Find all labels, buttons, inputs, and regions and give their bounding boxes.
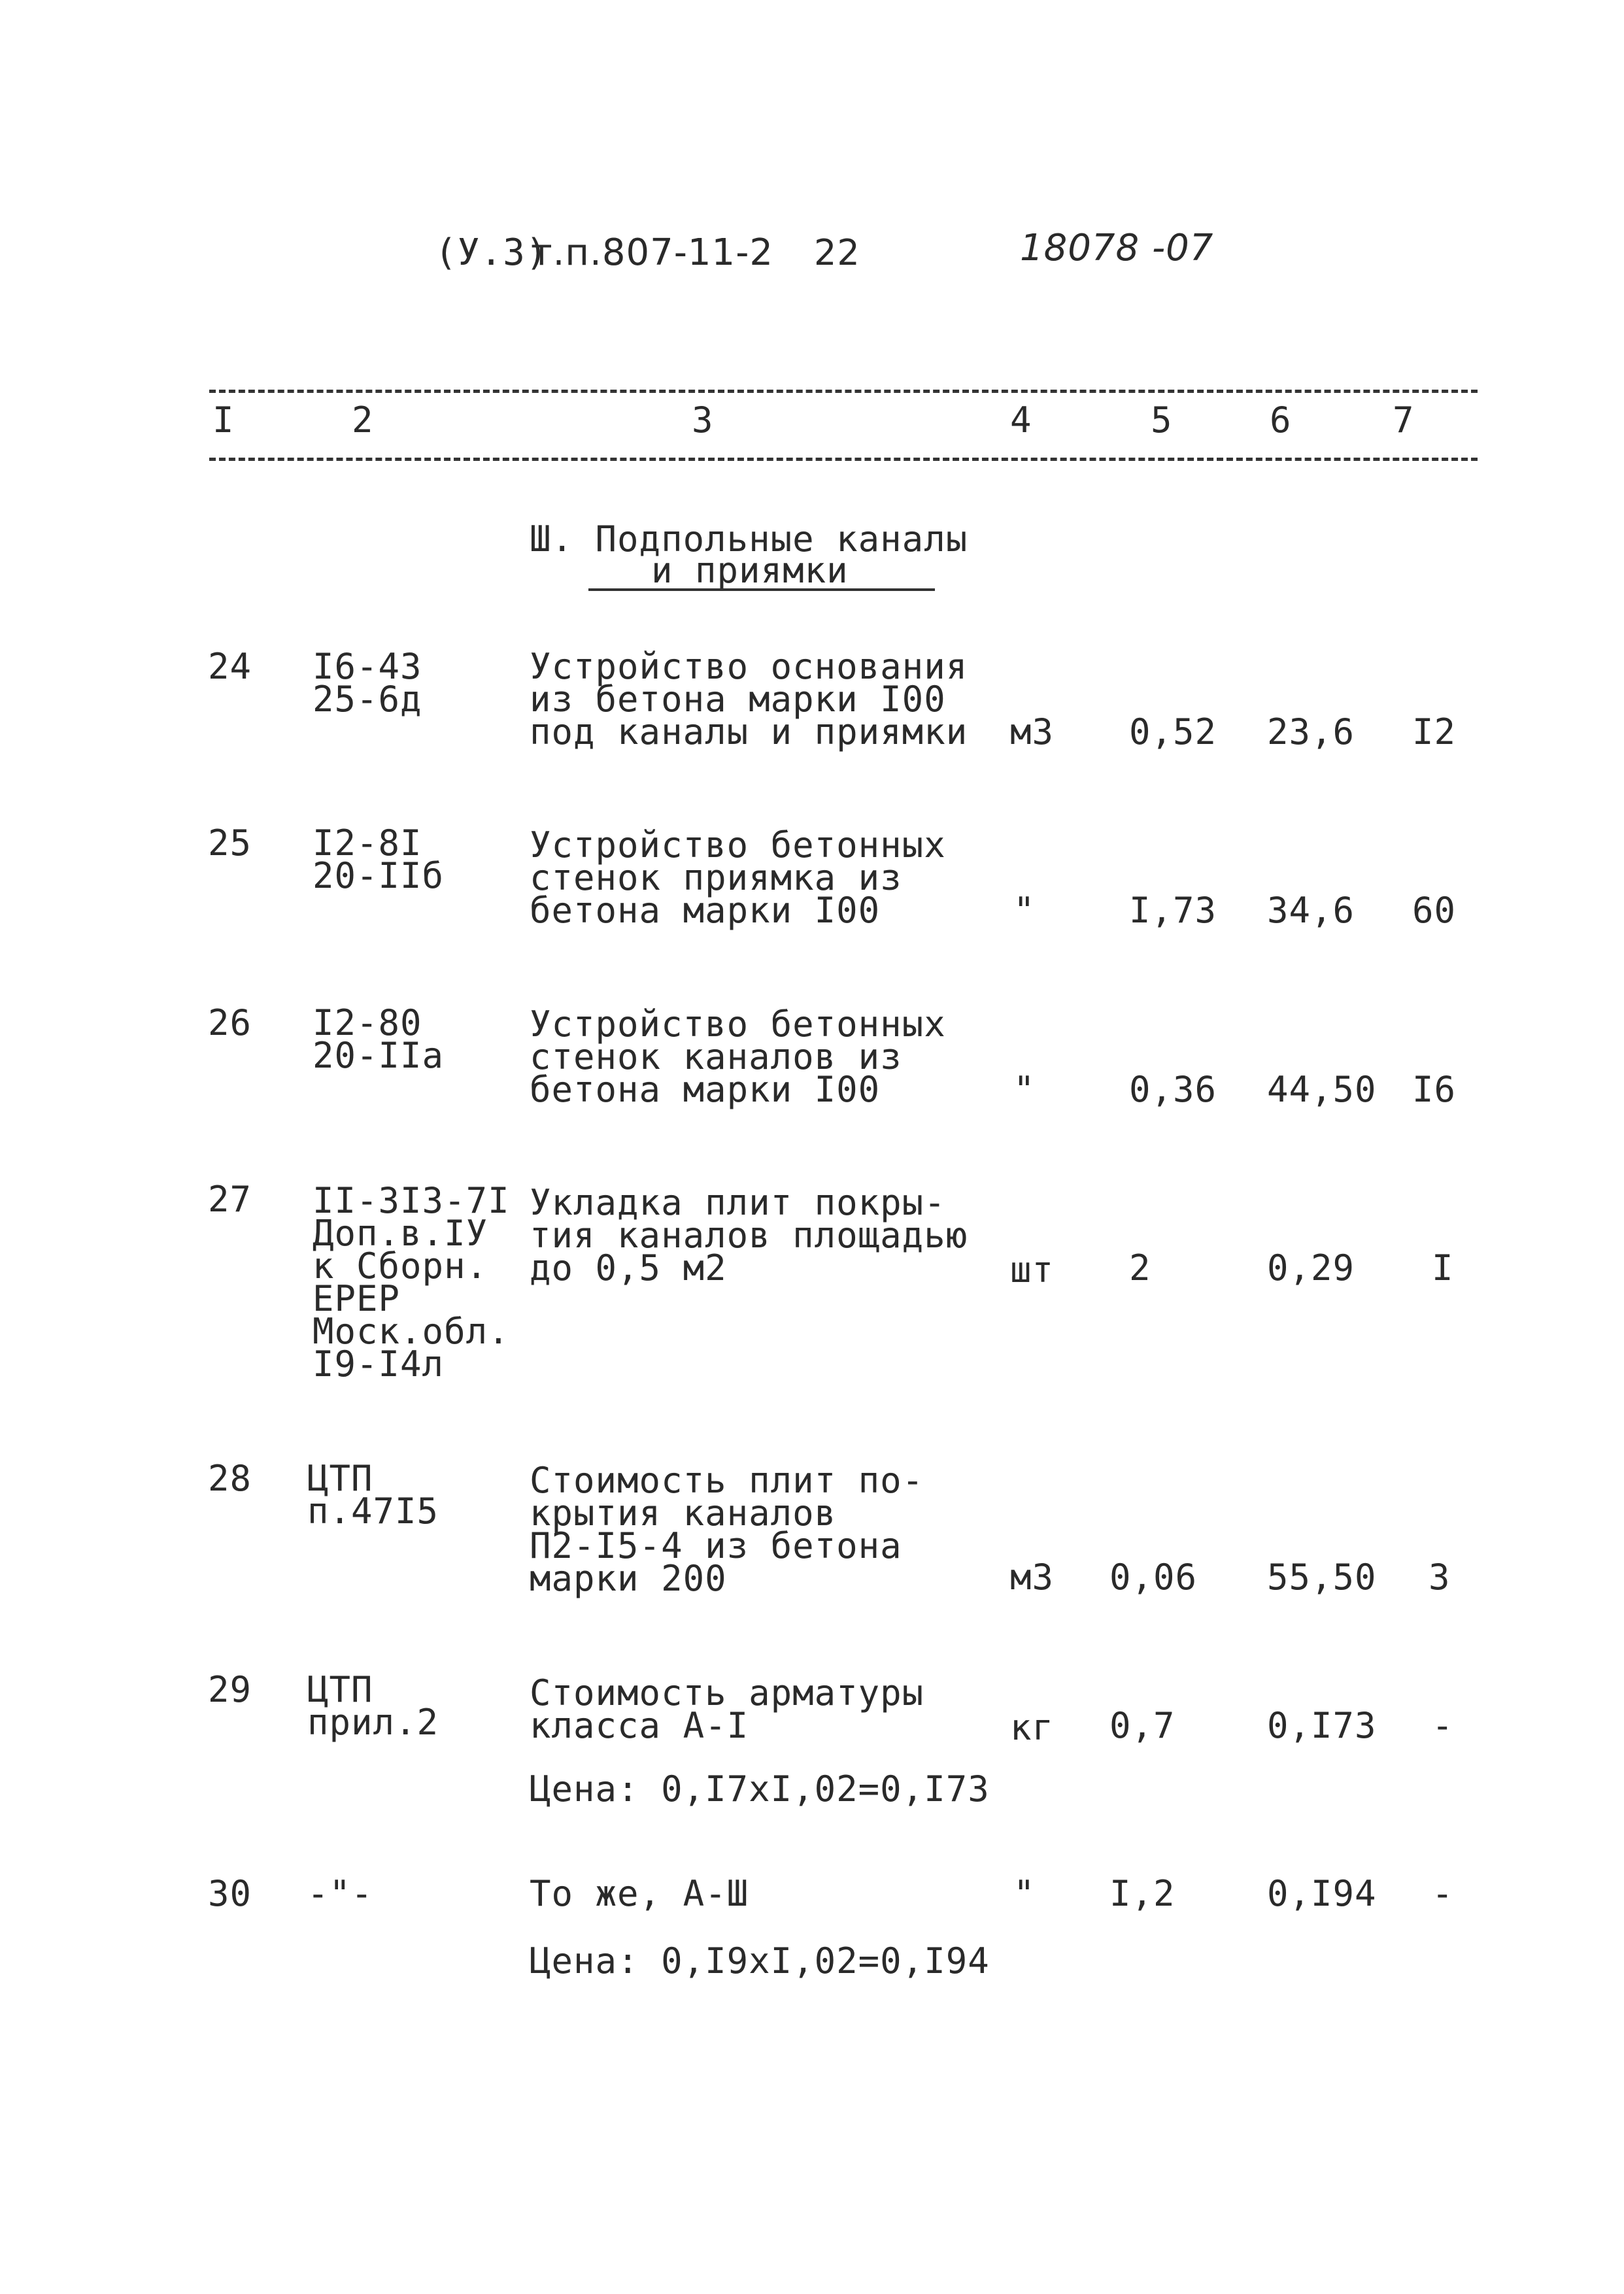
code-line: I6-43 [313,646,422,687]
row-total: I [1432,1247,1454,1289]
code-line: к Сборн. [313,1245,488,1287]
row-quantity: 0,36 [1129,1069,1217,1110]
row-code: -"- [307,1873,373,1914]
desc-line: Стоимость плит по- [530,1460,924,1501]
code-line: ЦТП [307,1669,373,1710]
doc-code: т.п.807-11-2 [531,231,774,274]
row-quantity: I,2 [1109,1873,1176,1914]
row-price: 0,I73 [1267,1705,1377,1746]
section-underline [588,588,935,591]
row-quantity: 0,06 [1109,1557,1198,1598]
header-ref: (У.3) [435,231,549,274]
col-header-3: 3 [692,399,714,441]
row-description [530,1004,946,1110]
row-unit: м3 [1010,1557,1055,1598]
code-line: ЦТП [307,1458,373,1499]
row-price: 0,I94 [1267,1873,1377,1914]
row-total: 3 [1429,1557,1451,1598]
row-price: 0,29 [1267,1247,1355,1289]
desc-line: Укладка плит покры- [530,1182,946,1223]
row-number: 25 [208,822,252,864]
row-code [307,1669,439,1743]
desc-line: Устройство основания [530,646,968,687]
page-number: 22 [814,232,860,273]
row-quantity: 2 [1129,1247,1151,1289]
row-code [307,1458,439,1532]
code-line: 20-IIа [313,1035,445,1076]
row-unit: " [1013,1069,1036,1110]
row-unit: кг [1010,1707,1055,1748]
row-price-note: Цена: 0,I9xI,02=0,I94 [530,1940,990,1982]
row-total: - [1432,1705,1454,1746]
row-unit: " [1013,890,1036,931]
desc-line: из бетона марки I00 [530,679,946,720]
row-description [530,1182,968,1289]
row-code [313,822,445,896]
desc-line: стенок приямка из [530,857,902,898]
row-number: 24 [208,646,252,687]
row-total: I6 [1412,1069,1457,1110]
code-line: прил.2 [307,1702,439,1743]
row-unit: " [1013,1873,1036,1914]
row-price: 55,50 [1267,1557,1377,1598]
desc-line: бетона марки I00 [530,1069,881,1110]
desc-line: Устройство бетонных [530,824,946,866]
desc-line: бетона марки I00 [530,890,881,931]
col-header-1: I [212,399,235,441]
row-number: 29 [208,1669,252,1710]
desc-line: до 0,5 м2 [530,1247,727,1289]
row-unit: м3 [1010,711,1055,752]
code-line: ЕРЕР [313,1278,401,1319]
row-description [530,824,946,931]
handwritten-stamp: 18078 -07 [1020,227,1214,269]
col-header-5: 5 [1151,399,1173,441]
row-description [530,1672,924,1746]
row-number: 28 [208,1458,252,1499]
desc-line: Устройство бетонных [530,1004,946,1045]
desc-line: марки 200 [530,1558,727,1599]
row-code [313,1002,445,1076]
row-code [313,1180,510,1385]
row-number: 26 [208,1002,252,1043]
desc-line: тия каналов площадью [530,1215,968,1256]
code-line: I2-80 [313,1002,422,1043]
desc-line: класса А-I [530,1705,749,1746]
section-title: Ш. Подпольные каналы [530,518,968,560]
desc-line: стенок каналов из [530,1036,902,1077]
col-header-2: 2 [352,399,374,441]
row-code [313,646,422,720]
section-subtitle: и приямки [651,550,849,591]
desc-line: П2-I5-4 из бетона [530,1525,902,1566]
table-top-rule [209,390,1478,393]
code-line: I2-8I [313,822,422,864]
row-description [530,1460,924,1599]
col-header-4: 4 [1010,399,1032,441]
row-description [530,646,968,752]
desc-line: Стоимость арматуры [530,1672,924,1713]
code-line: I9-I4л [313,1343,445,1385]
desc-line: под каналы и приямки [530,711,968,752]
code-line: II-3I3-7I [313,1180,510,1221]
col-header-7: 7 [1393,399,1415,441]
desc-line: крытия каналов [530,1493,837,1534]
row-number: 27 [208,1179,252,1220]
table-header-rule [209,458,1478,461]
code-line: Доп.в.IУ [313,1213,488,1254]
row-unit: шт [1010,1249,1055,1290]
row-price-note: Цена: 0,I7xI,02=0,I73 [530,1768,990,1810]
code-line: п.47I5 [307,1491,439,1532]
row-quantity: 0,52 [1129,711,1217,752]
col-header-6: 6 [1270,399,1292,441]
row-total: - [1432,1873,1454,1914]
code-line: Моск.обл. [313,1311,510,1352]
row-number: 30 [208,1873,252,1914]
row-quantity: 0,7 [1109,1705,1176,1746]
row-price: 44,50 [1267,1069,1377,1110]
row-total: I2 [1412,711,1457,752]
row-price: 23,6 [1267,711,1355,752]
row-price: 34,6 [1267,890,1355,931]
code-line: 20-IIб [313,855,445,896]
code-line: 25-6д [313,679,422,720]
row-quantity: I,73 [1129,890,1217,931]
row-total: 60 [1412,890,1457,931]
row-description: То же, А-Ш [530,1873,749,1914]
